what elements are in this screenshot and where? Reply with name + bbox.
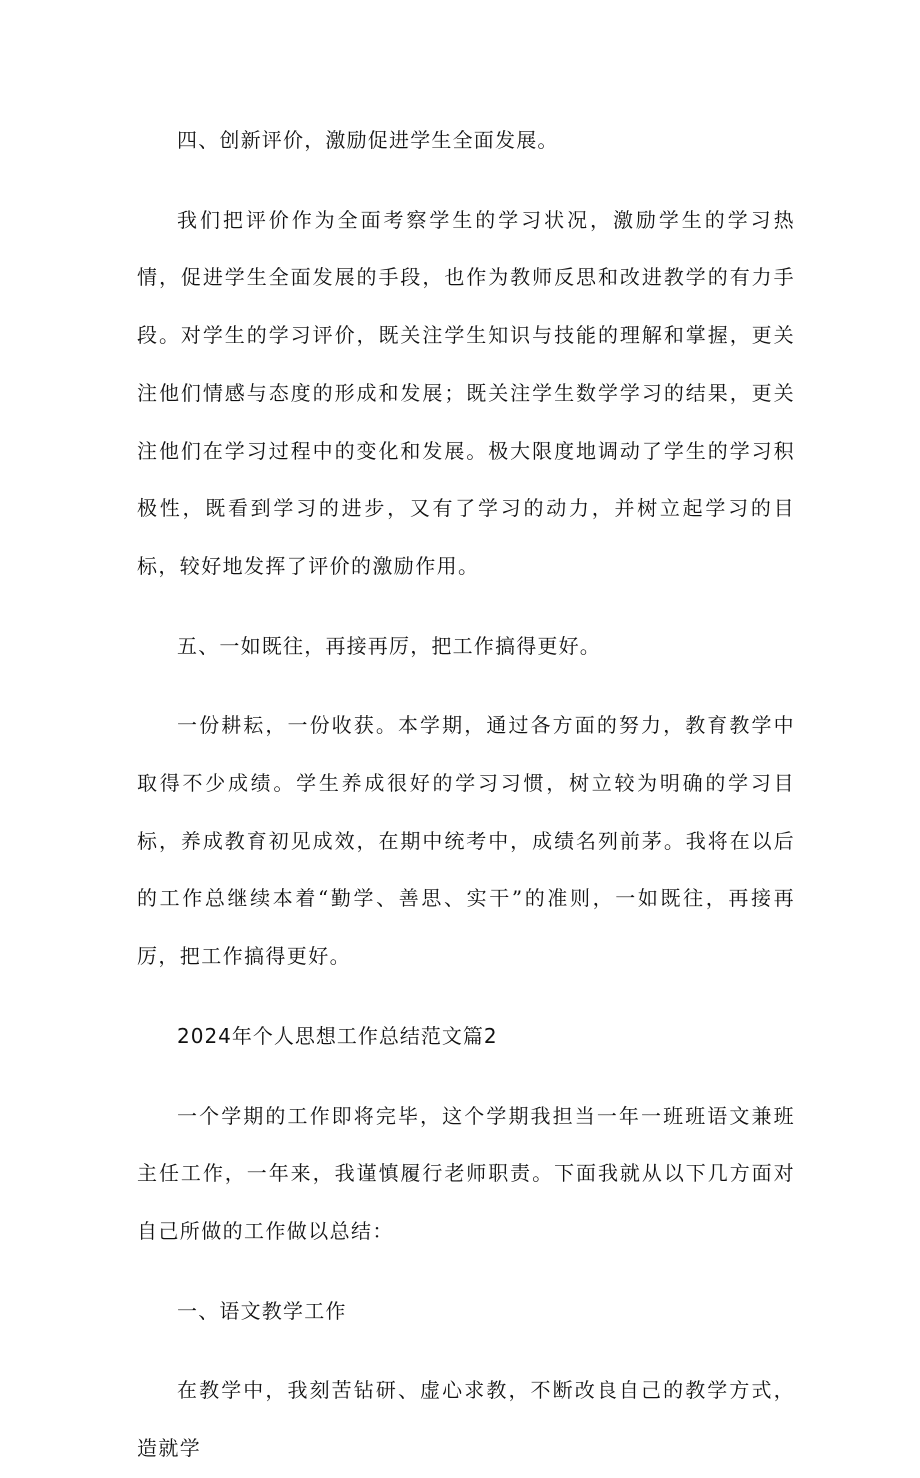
- document-body: [137, 112, 795, 1478]
- paragraph-results: 一份耕耘，一份收获。本学期，通过各方面的努力，教育教学中取得不少成绩。学生养成很好的学习习惯，树立较为明确的学习目标，养成教育初见成效，在期中统考中，成绩名列前茅。我将在以后的工作总继续本着“勤学、善思、实干”的准则，一如既往，再接再厉，把工作搞得更好。: [137, 713, 795, 969]
- paragraph-evaluation: 我们把评价作为全面考察学生的学习状况，激励学生的学习热情，促进学生全面发展的手段，也作为教师反思和改进教学的有力手段。对学生的学习评价，既关注学生知识与技能的理解和掌握，更关注他们情感与态度的形成和发展；既关注学生数学学习的结果，更关注他们在学习过程中的变化和发展。极大限度地调动了学生的学习积极性，既看到学习的进步，又有了学习的动力，并树立起学习的目标，较好地发挥了评价的激励作用。: [137, 207, 795, 578]
- section-heading-5: 五、一如既往，再接再厉，把工作搞得更好。: [177, 633, 601, 658]
- section-heading-1: 一、语文教学工作: [177, 1298, 347, 1323]
- article-title-part-2: 2024年个人思想工作总结范文篇2: [177, 1023, 498, 1048]
- section-heading-4: 四、创新评价，激励促进学生全面发展。: [177, 128, 559, 152]
- paragraph-introduction: 一个学期的工作即将完毕，这个学期我担当一年一班班语文兼班主任工作，一年来，我谨慎履行老师职责。下面我就从以下几方面对自己所做的工作做以总结：: [137, 1103, 795, 1243]
- paragraph-teaching-continued: 在教学中，我刻苦钻研、虚心求教，不断改良自己的教学方式，造就学: [137, 1378, 795, 1461]
